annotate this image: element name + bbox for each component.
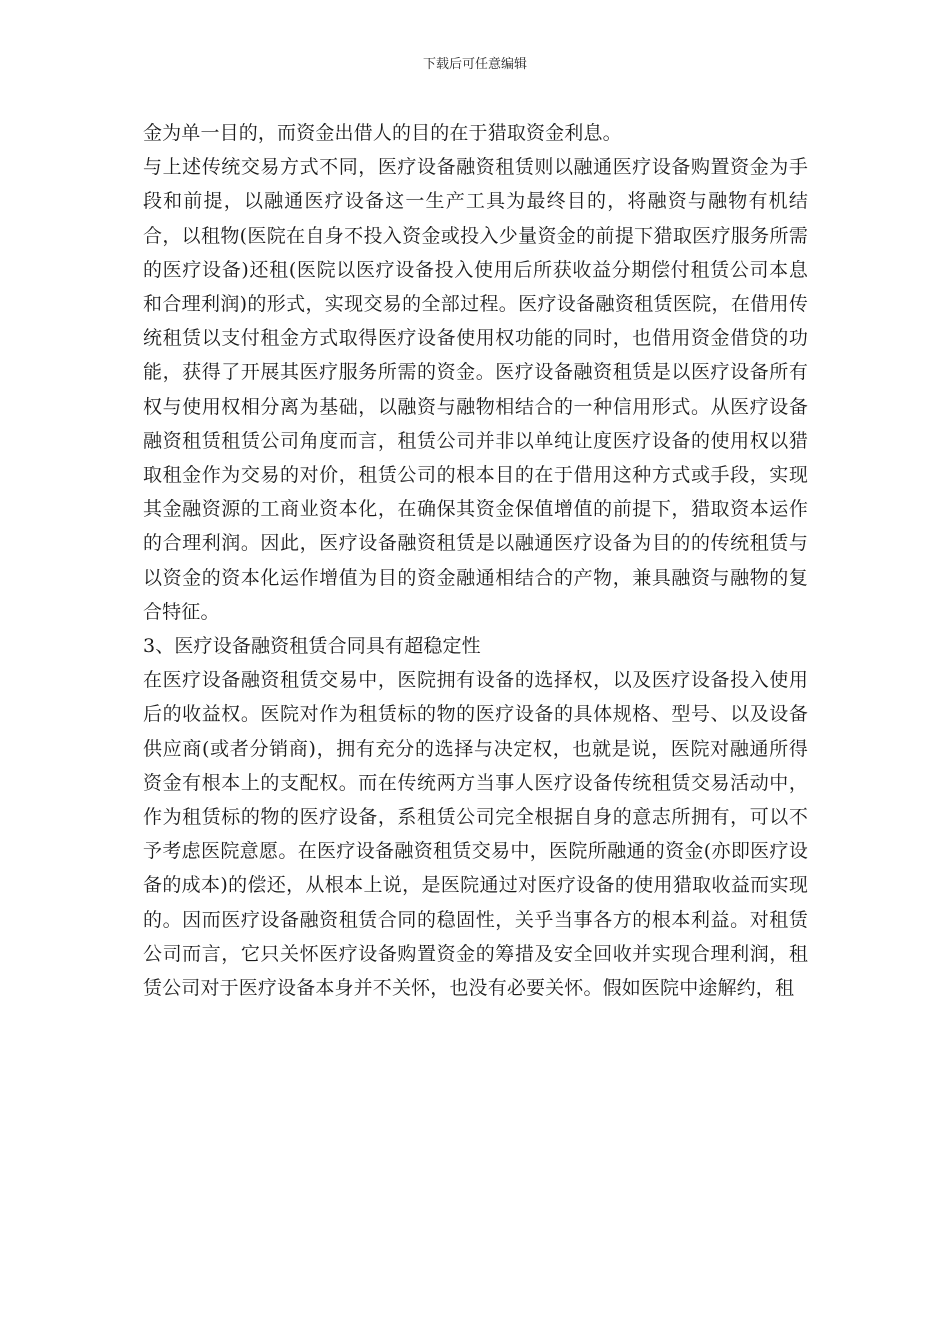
paragraph: 与上述传统交易方式不同，医疗设备融资租赁则以融通医疗设备购置资金为手段和前提，以融通医疗设备这一生产工具为最终目的，将融资与融物有机结合，以租物(医院在自身不投入资金或投入少量资金的前提下猎取医疗服务所需的医疗设备)还租(医院以医疗设备投入使用后所获收益分期偿付租赁公司本息和合理利润)的形式，实现交易的全部过程。医疗设备融资租赁医院，在借用传统租赁以支付租金方式取得医疗设备使用权功能的同时，也借用资金借贷的功能，获得了开展其医疗服务所需的资金。医疗设备融资租赁是以医疗设备所有权与使用权相分离为基础，以融资与融物相结合的一种信用形式。从医疗设备融资租赁租赁公司角度而言，租赁公司并非以单纯让度医疗设备的使用权以猎取租金作为交易的对价，租赁公司的根本目的在于借用这种方式或手段，实现其金融资源的工商业资本化，在确保其资金保值增值的前提下，猎取资本运作的合理利润。因此，医疗设备融资租赁是以融通医疗设备为目的的传统租赁与以资金的资本化运作增值为目的资金融通相结合的产物，兼具融资与融物的复合特征。 (143, 156, 808, 623)
section-heading: 3、医疗设备融资租赁合同具有超稳定性 (143, 635, 481, 658)
document-body (143, 116, 808, 1005)
paragraph: 在医疗设备融资租赁交易中，医院拥有设备的选择权，以及医疗设备投入使用后的收益权。医院对作为租赁标的物的医疗设备的具体规格、型号、以及设备供应商(或者分销商)，拥有充分的选择与决定权，也就是说，医院对融通所得资金有根本上的支配权。而在传统两方当事人医疗设备传统租赁交易活动中，作为租赁标的物的医疗设备，系租赁公司完全根据自身的意志所拥有，可以不予考虑医院意愿。在医疗设备融资租赁交易中，医院所融通的资金(亦即医疗设备的成本)的偿还，从根本上说，是医院通过对医疗设备的使用猎取收益而实现的。因而医疗设备融资租赁合同的稳固性，关乎当事各方的根本利益。对租赁公司而言，它只关怀医疗设备购置资金的筹措及安全回收并实现合理利润，租赁公司对于医疗设备本身并不关怀，也没有必要关怀。假如医院中途解约，租 (143, 669, 808, 1000)
page-header-note: 下载后可任意编辑 (422, 57, 527, 72)
paragraph: 金为单一目的，而资金出借人的目的在于猎取资金利息。 (143, 122, 622, 144)
